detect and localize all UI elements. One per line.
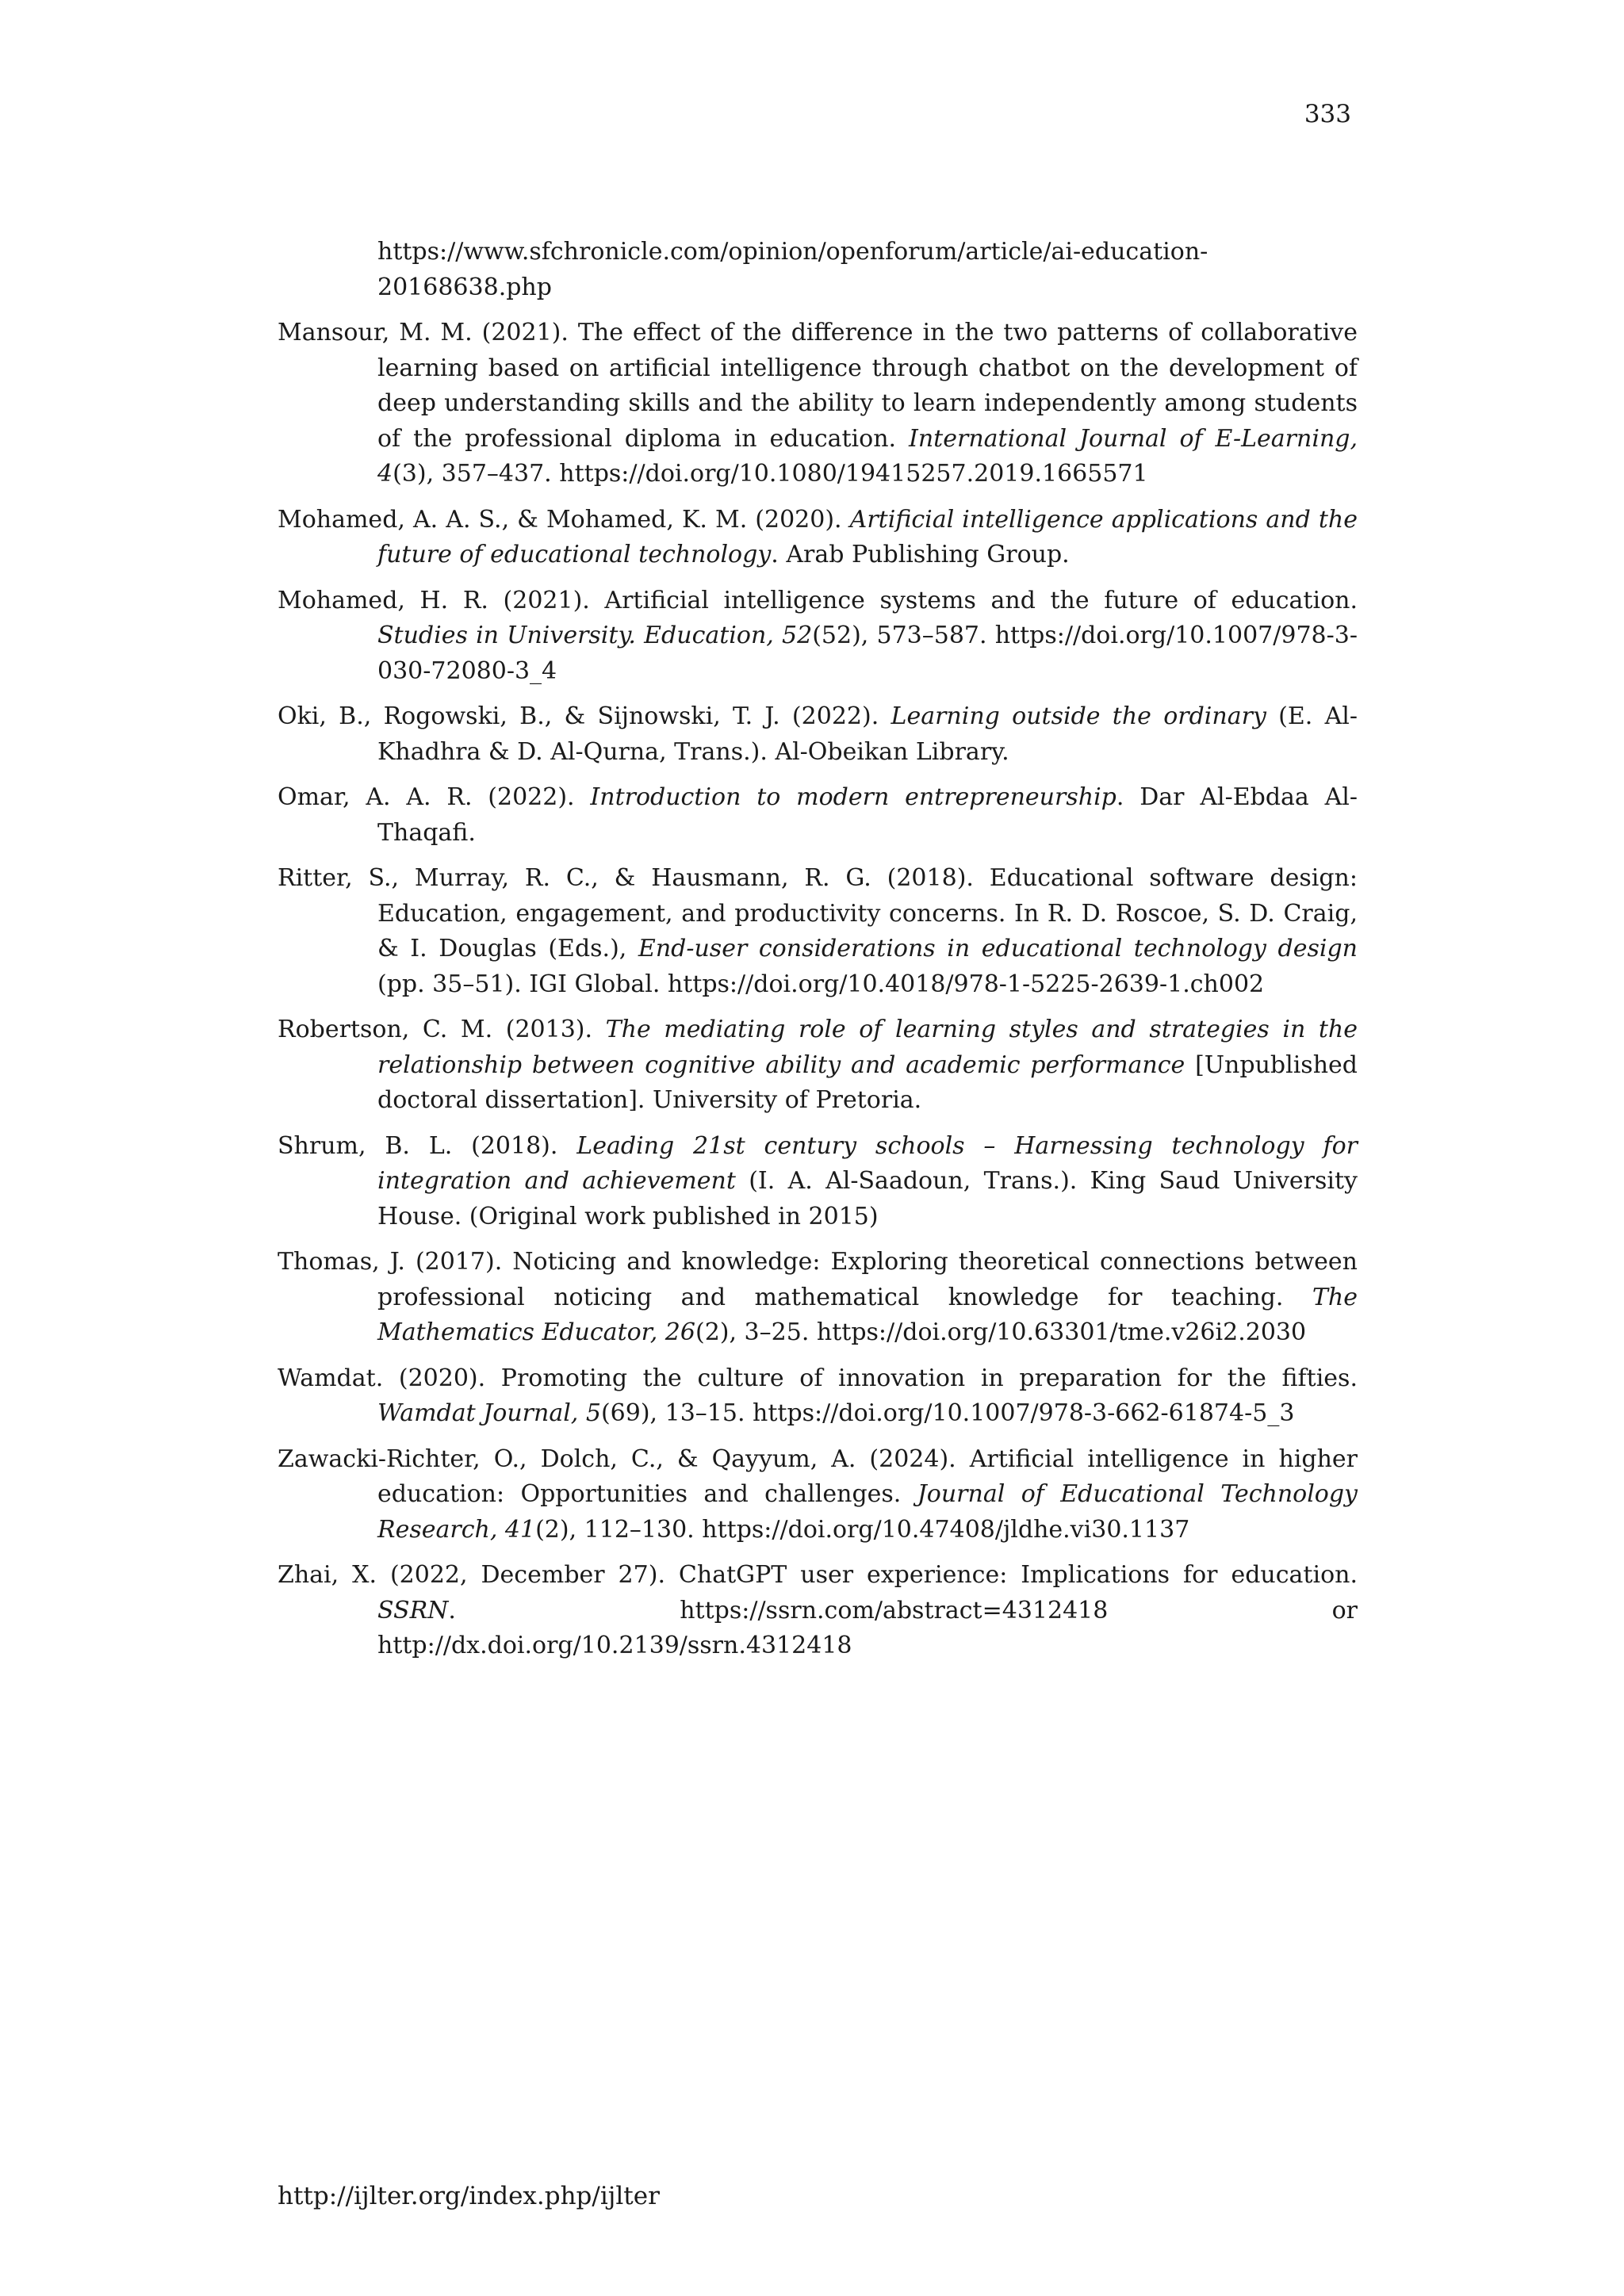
reference-italic-segment: Introduction to modern entrepreneurship xyxy=(590,783,1116,811)
footer-url[interactable]: http://ijlter.org/index.php/ijlter xyxy=(278,2182,660,2210)
reference-segment: (E. Al-Khadhra & D. Al-Qurna, Trans.). Al-Obeikan Library. xyxy=(377,702,1358,766)
reference-entry xyxy=(278,1361,1358,1432)
reference-segment: (2), 3–25. https://doi.org/10.63301/tme.v26i2.2030 xyxy=(695,1318,1307,1346)
reference-segment: (2), 112–130. https://doi.org/10.47408/jldhe.vi30.1137 xyxy=(535,1515,1190,1544)
reference-entry xyxy=(278,861,1358,1002)
reference-entry xyxy=(278,1558,1358,1664)
reference-entry xyxy=(278,699,1358,770)
reference-italic-segment: The Mathematics Educator, 26 xyxy=(377,1283,1358,1346)
reference-entry xyxy=(278,1012,1358,1119)
reference-segment: . Arab Publishing Group. xyxy=(771,541,1070,568)
reference-segment: (52), 573–587. https://doi.org/10.1007/978-3-030-72080-3_4 xyxy=(377,622,1358,685)
reference-segment: Mohamed, H. R. (2021). Artificial intelligence systems and the future of education. xyxy=(278,586,1358,614)
reference-list xyxy=(278,235,1358,1674)
reference-segment: . https://ssrn.com/abstract=4312418 or http://dx.doi.org/10.2139/ssrn.4312418 xyxy=(377,1596,1358,1659)
reference-segment: Mohamed, A. A. S., & Mohamed, K. M. (2020). xyxy=(278,505,850,534)
reference-segment: Mansour, M. M. (2021). The effect of the difference in the two patterns of collaborative learning based on artificial intelligence through chatbot on the development of deep understanding skills and the ability to learn independently among students of the professional diploma in education. xyxy=(278,319,1358,453)
reference-italic-segment: Leading 21st century schools – Harnessing technology for integration and achievement xyxy=(377,1131,1358,1195)
reference-italic-segment: Journal of Educational Technology Research, 41 xyxy=(377,1480,1358,1544)
reference-segment: [Unpublished doctoral dissertation]. University of Pretoria. xyxy=(377,1050,1358,1114)
reference-segment: (I. A. Al-Saadoun, Trans.). King Saud University House. (Original work published in 2015) xyxy=(377,1167,1358,1230)
reference-entry xyxy=(278,584,1358,690)
reference-segment: Zawacki-Richter, O., Dolch, C., & Qayyum, A. (2024). Artificial intelligence in higher education: Opportunities and challenges. xyxy=(278,1445,1358,1508)
reference-entry xyxy=(278,1442,1358,1548)
reference-segment: (3), 357–437. https://doi.org/10.1080/19415257.2019.1665571 xyxy=(393,460,1148,488)
reference-entry xyxy=(278,503,1358,573)
reference-segment: Shrum, B. L. (2018). xyxy=(278,1131,577,1160)
reference-segment: (pp. 35–51). IGI Global. https://doi.org/10.4018/978-1-5225-2639-1.ch002 xyxy=(377,970,1265,998)
reference-italic-segment: The mediating role of learning styles and strategies in the relationship between cognitive ability and academic performance xyxy=(377,1016,1358,1079)
reference-segment: Omar, A. A. R. (2022). xyxy=(278,783,591,811)
reference-italic-segment: SSRN xyxy=(377,1596,449,1624)
reference-entry xyxy=(278,316,1358,492)
reference-italic-segment: Artificial intelligence applications and the future of educational technology xyxy=(377,505,1358,568)
reference-italic-segment: International Journal of E-Learning, 4 xyxy=(377,424,1358,488)
reference-italic-segment: Wamdat Journal, 5 xyxy=(377,1399,601,1427)
reference-entry xyxy=(278,1245,1358,1351)
reference-segment: Wamdat. (2020). Promoting the culture of innovation in preparation for the fifties. xyxy=(278,1364,1358,1392)
reference-entry xyxy=(278,235,1358,305)
reference-segment: . Dar Al-Ebdaa Al-Thaqafi. xyxy=(377,783,1358,847)
reference-italic-segment: Studies in University. Education, 52 xyxy=(377,622,813,649)
reference-italic-segment: End-user considerations in educational technology design xyxy=(638,935,1358,962)
reference-entry xyxy=(278,780,1358,851)
reference-entry xyxy=(278,1129,1358,1235)
reference-segment: Robertson, C. M. (2013). xyxy=(278,1016,606,1043)
reference-segment: (69), 13–15. https://doi.org/10.1007/978-3-662-61874-5_3 xyxy=(600,1399,1295,1427)
reference-segment: Thomas, J. (2017). Noticing and knowledge: Exploring theoretical connections between professional noticing and mathematical knowledge for teaching. xyxy=(278,1248,1358,1311)
reference-segment: Zhai, X. (2022, December 27). ChatGPT user experience: Implications for education. xyxy=(278,1561,1358,1589)
reference-segment: https://www.sfchronicle.com/opinion/openforum/article/ai-education-20168638.php xyxy=(377,238,1208,301)
page-number: 333 xyxy=(1304,100,1351,128)
reference-segment: Oki, B., Rogowski, B., & Sijnowski, T. J. (2022). xyxy=(278,702,891,730)
reference-segment: Ritter, S., Murray, R. C., & Hausmann, R. G. (2018). Educational software design: Education, engagement, and productivity concerns. In R. D. Roscoe, S. D. Craig, & I. Douglas (Eds.), xyxy=(278,864,1358,962)
reference-italic-segment: Learning outside the ordinary xyxy=(891,702,1266,730)
